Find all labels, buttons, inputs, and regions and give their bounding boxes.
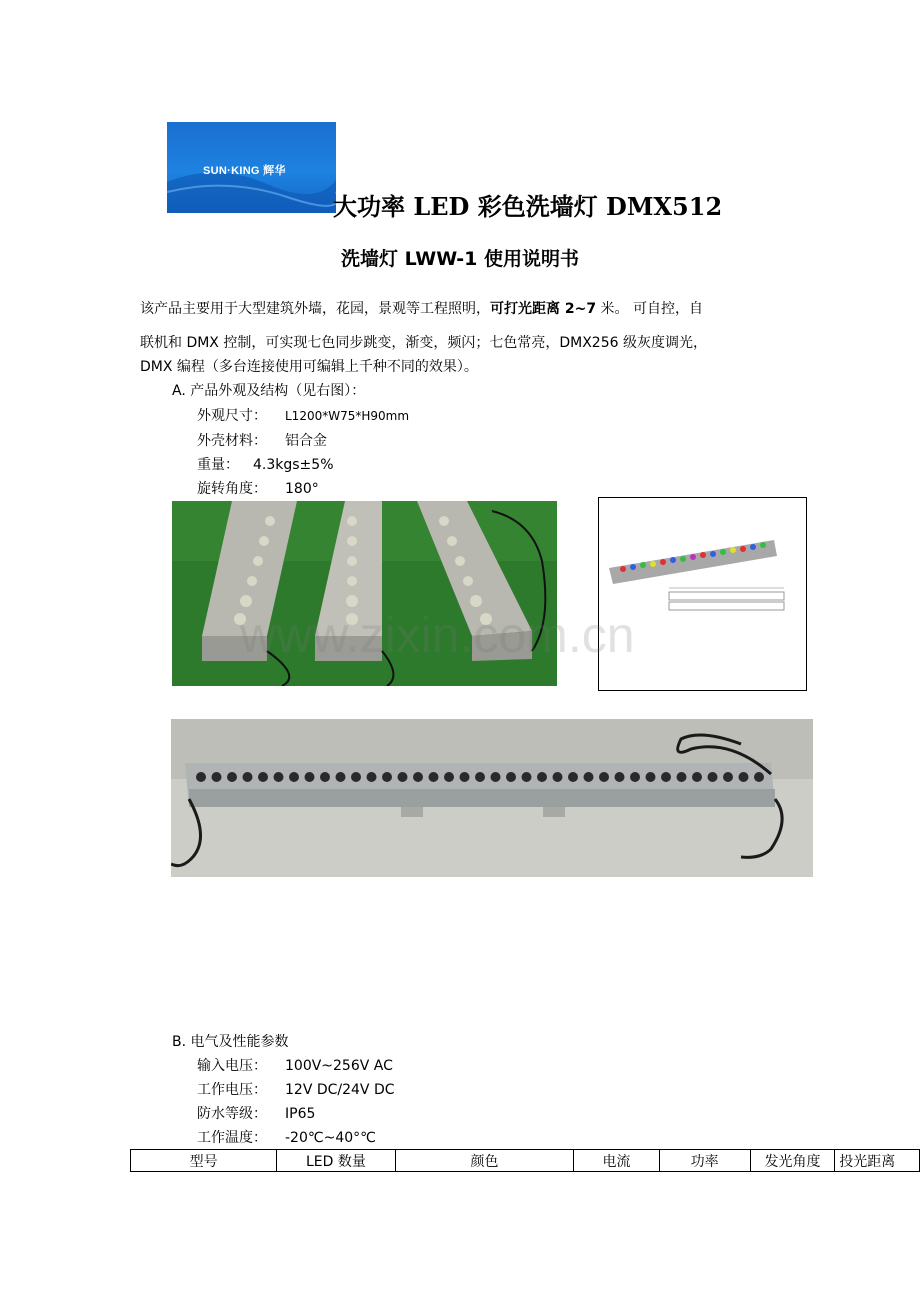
spec-value: L1200*W75*H90mm — [285, 409, 410, 423]
led-dot — [661, 772, 671, 782]
spec-value: IP65 — [285, 1106, 316, 1122]
document-title: 大功率 LED 彩色洗墙灯 DMX512 — [333, 192, 723, 221]
led-dot — [227, 772, 237, 782]
section-a-heading: A. 产品外观及结构（见右图）： — [172, 383, 366, 399]
spec-label: 旋转角度： — [197, 481, 267, 497]
product-photo-long-fixture — [171, 719, 813, 877]
logo-text: SUN·KING 辉华 — [203, 165, 286, 177]
document-subtitle: 洗墙灯 LWW-1 使用说明书 — [340, 248, 580, 270]
led-dot — [305, 772, 315, 782]
col-header-model: 型号 — [131, 1150, 277, 1172]
intro-distance-emphasis: 可打光距离 2~7 — [490, 301, 597, 317]
led-row — [196, 772, 764, 782]
led-dot — [615, 772, 625, 782]
led-dot — [739, 772, 749, 782]
led-dot — [258, 772, 268, 782]
spec-value: 4.3kgs±5% — [253, 457, 334, 473]
led-dot — [320, 772, 330, 782]
led-dot — [553, 772, 563, 782]
led-dot — [708, 772, 718, 782]
spec-row-material — [197, 430, 327, 450]
col-header-projection-distance: 投光距离 — [835, 1150, 920, 1172]
product-spec-table — [130, 1149, 920, 1172]
spec-label: 外壳材料： — [197, 433, 267, 449]
led-dot — [243, 772, 253, 782]
col-header-led-count: LED 数量 — [277, 1150, 395, 1172]
led-dot — [367, 772, 377, 782]
spec-row-working-voltage — [197, 1079, 395, 1099]
spec-value: 180° — [285, 481, 319, 497]
led-dot — [692, 772, 702, 782]
led-dot — [506, 772, 516, 782]
led-dot — [522, 772, 532, 782]
spec-label: 工作电压： — [197, 1082, 267, 1098]
spec-label: 防水等级： — [197, 1106, 267, 1122]
led-dot — [646, 772, 656, 782]
spec-row-waterproof — [197, 1103, 315, 1123]
led-dot — [398, 772, 408, 782]
spec-label: 工作温度： — [197, 1130, 267, 1146]
led-dot — [599, 772, 609, 782]
spec-row-input-voltage — [197, 1055, 393, 1075]
spec-label: 外观尺寸： — [197, 408, 267, 424]
led-dot — [429, 772, 439, 782]
intro-text: 米。 可自控，自 — [596, 301, 703, 317]
led-dot — [537, 772, 547, 782]
led-dot — [413, 772, 423, 782]
led-dot — [196, 772, 206, 782]
sun-king-logo — [167, 122, 336, 213]
long-fixture-illustration — [171, 719, 813, 877]
led-dot — [630, 772, 640, 782]
led-dot — [382, 772, 392, 782]
spec-value: -20℃~40°℃ — [285, 1130, 376, 1146]
col-header-color: 颜色 — [395, 1150, 574, 1172]
led-dot — [677, 772, 687, 782]
col-header-power: 功率 — [659, 1150, 750, 1172]
led-dot — [351, 772, 361, 782]
intro-line-2: 联机和 DMX 控制，可实现七色同步跳变，渐变，频闪；七色常亮，DMX256 级灰度调光， — [140, 335, 707, 351]
spec-row-temperature — [197, 1127, 376, 1147]
led-dot — [460, 772, 470, 782]
led-dot — [491, 772, 501, 782]
spec-row-dimensions — [197, 405, 409, 425]
spec-value: 铝合金 — [285, 433, 327, 449]
led-dot — [212, 772, 222, 782]
section-b-heading: B. 电气及性能参数 — [172, 1034, 289, 1050]
led-dot — [584, 772, 594, 782]
watermark: www.zixin.com.cn — [240, 607, 635, 663]
led-dot — [475, 772, 485, 782]
led-dot — [754, 772, 764, 782]
spec-row-weight — [197, 454, 334, 474]
intro-text: 该产品主要用于大型建筑外墙，花园，景观等工程照明， — [140, 301, 490, 317]
intro-line-1 — [140, 298, 703, 318]
spec-label: 输入电压： — [197, 1058, 267, 1074]
spec-row-rotation — [197, 478, 319, 498]
led-dot — [723, 772, 733, 782]
intro-line-3: DMX 编程（多台连接使用可编辑上千种不同的效果）。 — [140, 359, 478, 375]
spec-value: 12V DC/24V DC — [285, 1082, 395, 1098]
led-dot — [274, 772, 284, 782]
led-dot — [336, 772, 346, 782]
col-header-beam-angle: 发光角度 — [750, 1150, 835, 1172]
led-dot — [444, 772, 454, 782]
led-dot — [289, 772, 299, 782]
spec-value: 100V~256V AC — [285, 1058, 393, 1074]
col-header-current: 电流 — [574, 1150, 659, 1172]
spec-label: 重量： — [197, 457, 239, 473]
table-header-row — [131, 1150, 920, 1172]
led-dot — [568, 772, 578, 782]
